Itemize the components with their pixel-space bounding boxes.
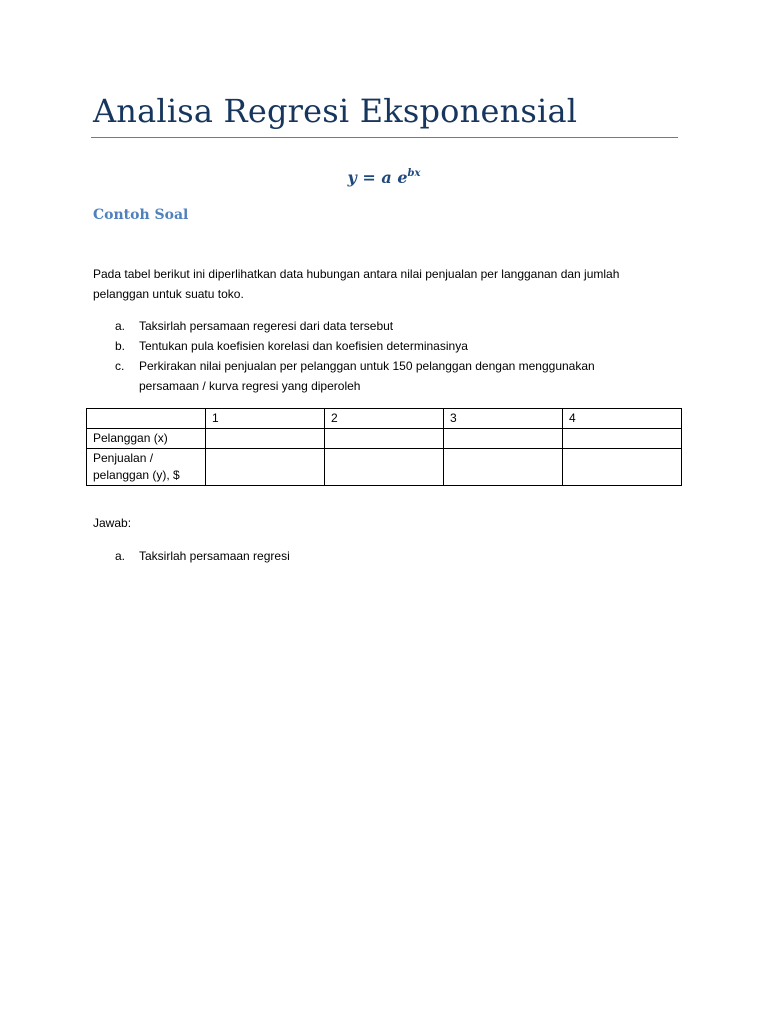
- table-row-label: [87, 449, 206, 486]
- table-cell: [444, 429, 563, 449]
- formula-exponent: bx: [407, 168, 421, 179]
- data-table: [86, 408, 682, 486]
- table-row: [87, 449, 682, 486]
- question-list: [93, 316, 683, 396]
- table-header-row: [87, 409, 682, 429]
- answer-list: [93, 546, 683, 566]
- formula-equals: =: [362, 168, 376, 187]
- list-item: [93, 356, 683, 396]
- table-row-label: [87, 429, 206, 449]
- table-header-cell: 1: [206, 409, 325, 429]
- list-marker: a.: [115, 319, 126, 333]
- list-item: [93, 546, 683, 566]
- table-cell: [563, 449, 682, 486]
- paragraph-line-1: Pada tabel berikut ini diperlihatkan data hubungan antara nilai penjualan per langganan dan jumlah: [93, 267, 620, 281]
- table-cell: [206, 429, 325, 449]
- table-header-cell: 4: [563, 409, 682, 429]
- formula-base: e: [397, 168, 408, 187]
- list-item: [93, 336, 683, 356]
- row-label-line-1: Penjualan /: [93, 451, 154, 465]
- paragraph-line-2: pelanggan untuk suatu toko.: [93, 287, 244, 301]
- list-item-line-1: Perkirakan nilai penjualan per pelanggan untuk 150 pelanggan dengan menggunakan: [139, 359, 595, 373]
- table-cell: [325, 449, 444, 486]
- document-title: Analisa Regresi Eksponensial: [93, 92, 578, 130]
- answer-label: Jawab:: [93, 516, 132, 530]
- list-item: [93, 316, 683, 336]
- table-header-cell: [87, 409, 206, 429]
- row-label-line-2: pelanggan (y), $: [93, 468, 180, 482]
- formula-coefficient: a: [381, 168, 392, 187]
- table-header-cell: 3: [444, 409, 563, 429]
- formula: [0, 168, 768, 187]
- list-marker: b.: [115, 339, 126, 353]
- problem-paragraph: [93, 264, 683, 304]
- list-item-text: [139, 316, 683, 336]
- formula-lhs: y: [347, 168, 357, 187]
- list-item-text: [139, 356, 683, 396]
- list-item-line-1: Taksirlah persamaan regeresi dari data tersebut: [139, 319, 394, 333]
- list-item-line-1: Tentukan pula koefisien korelasi dan koefisien determinasinya: [139, 339, 468, 353]
- table-cell: [206, 449, 325, 486]
- list-item-text: [139, 336, 683, 356]
- table-cell: [444, 449, 563, 486]
- table-cell: [325, 429, 444, 449]
- section-heading: Contoh Soal: [93, 207, 189, 223]
- table-row: [87, 429, 682, 449]
- list-marker: a.: [115, 549, 126, 563]
- list-marker: c.: [115, 359, 125, 373]
- title-underline: [91, 137, 678, 138]
- list-item-line-2: persamaan / kurva regresi yang diperoleh: [139, 379, 361, 393]
- table-header-cell: 2: [325, 409, 444, 429]
- list-item-text: Taksirlah persamaan regresi: [139, 549, 290, 563]
- table-cell: [563, 429, 682, 449]
- row-label-line-1: Pelanggan (x): [93, 431, 168, 445]
